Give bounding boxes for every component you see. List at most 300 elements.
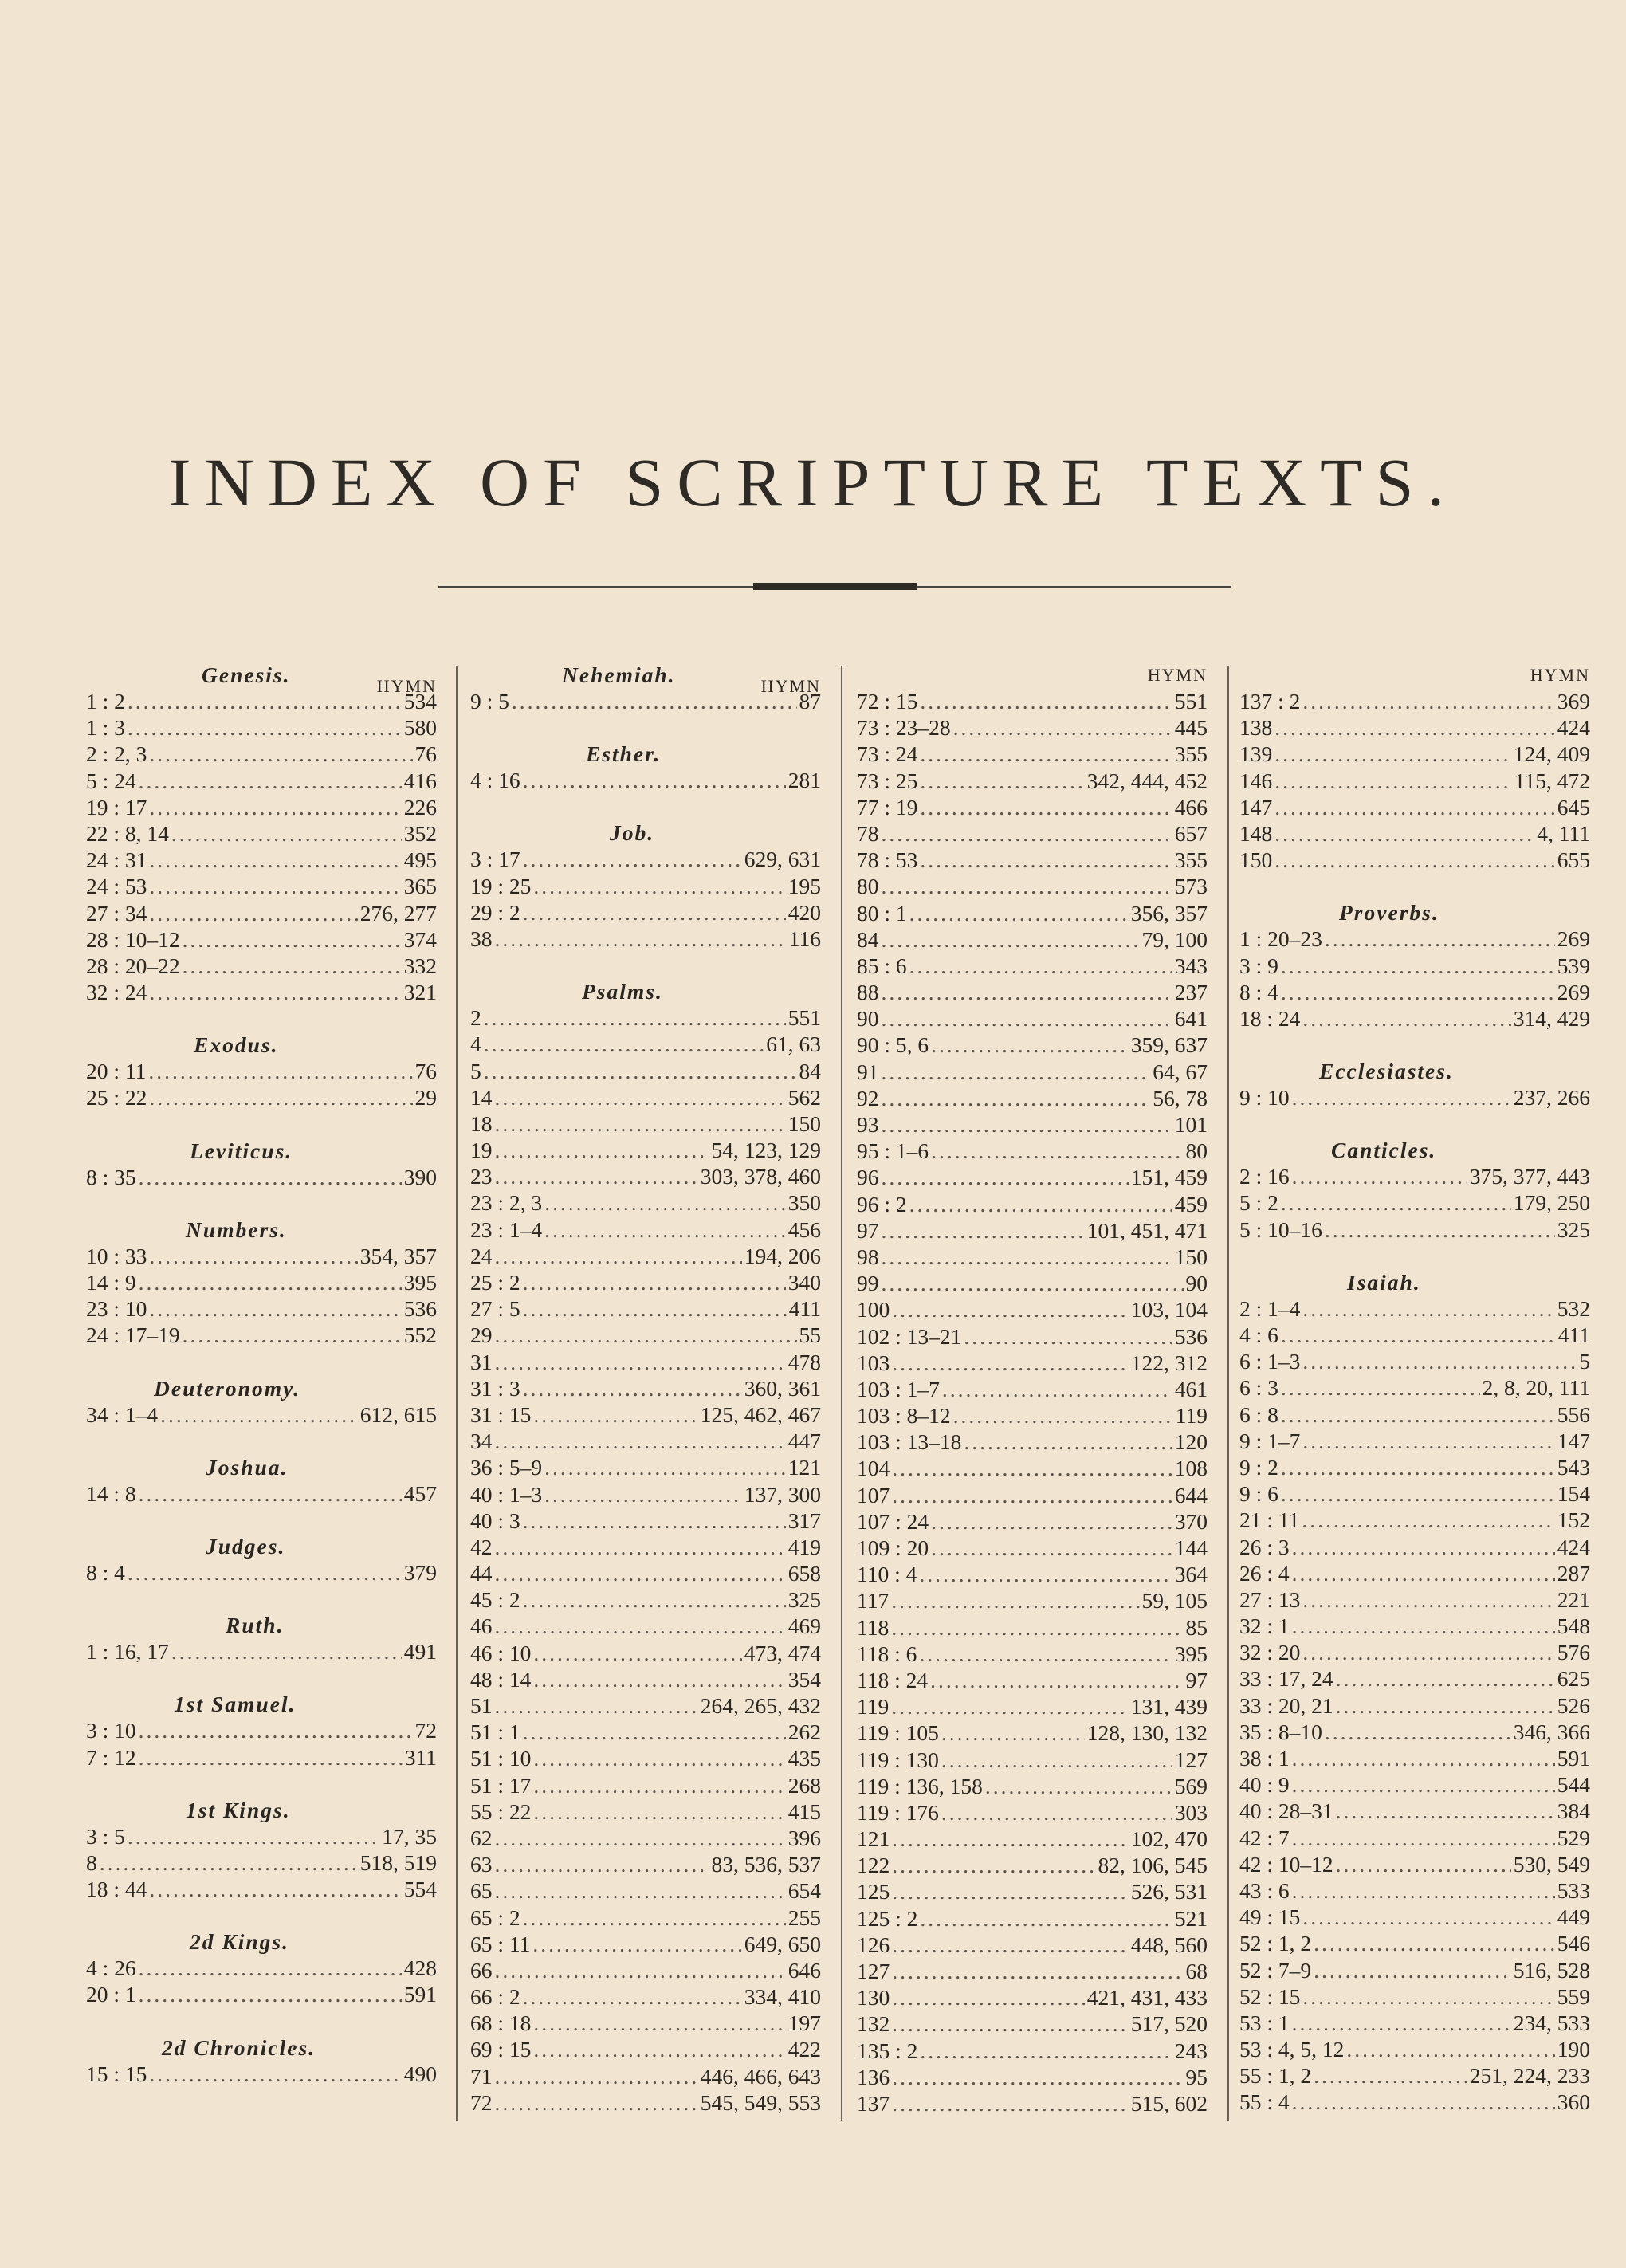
hymn-numbers: 625 <box>1557 1666 1590 1692</box>
scripture-reference: 33 : 17, 24 <box>1239 1666 1333 1692</box>
scripture-reference: 65 <box>470 1878 493 1904</box>
scripture-reference: 8 : 35 <box>86 1164 136 1189</box>
dot-leader <box>882 1059 1151 1085</box>
book-name: Psalms. <box>582 979 663 1004</box>
dot-leader <box>495 1349 786 1375</box>
index-entry <box>1239 1084 1597 1110</box>
scripture-reference: 43 : 6 <box>1239 1877 1290 1903</box>
index-entry <box>470 899 827 926</box>
dot-leader <box>495 1243 742 1269</box>
book-heading <box>86 1217 443 1243</box>
hymn-numbers: 478 <box>787 1349 821 1374</box>
hymn-numbers: 544 <box>1557 1772 1590 1798</box>
page-title: INDEX OF SCRIPTURE TEXTS. <box>168 444 1458 521</box>
index-column-4 <box>1239 662 1597 2116</box>
scripture-reference: 28 : 10–12 <box>86 926 180 952</box>
index-entry <box>857 1085 1214 1111</box>
dot-leader <box>495 1825 786 1851</box>
scripture-reference: 32 : 20 <box>1239 1640 1301 1665</box>
scripture-reference: 9 : 2 <box>1239 1454 1278 1480</box>
book-heading <box>86 1375 443 1401</box>
dot-leader <box>484 1004 786 1031</box>
scripture-reference: 27 : 13 <box>1239 1586 1301 1612</box>
dot-leader <box>892 1852 1095 1878</box>
hymn-numbers: 646 <box>787 1957 821 1983</box>
index-entry <box>470 1825 827 1851</box>
scripture-reference: 118 : 24 <box>857 1667 929 1692</box>
scripture-reference: 104 <box>857 1456 890 1481</box>
hymn-numbers: 101, 451, 471 <box>1086 1217 1208 1243</box>
hymn-numbers: 101 <box>1174 1112 1208 1137</box>
dot-leader <box>1314 2062 1467 2089</box>
index-column-2 <box>470 662 827 2116</box>
dot-leader <box>495 1084 786 1110</box>
hymn-numbers: 79, 100 <box>1141 926 1208 952</box>
hymn-numbers: 449 <box>1557 1904 1590 1930</box>
dot-leader <box>882 1005 1172 1032</box>
dot-leader <box>533 1745 785 1771</box>
scripture-reference: 107 : 24 <box>857 1508 929 1534</box>
index-entry <box>857 1508 1214 1535</box>
book-heading <box>86 1032 443 1058</box>
hymn-numbers: 340 <box>787 1270 821 1295</box>
dot-leader <box>1281 1374 1480 1401</box>
book-heading <box>1239 899 1597 926</box>
dot-leader <box>533 2036 785 2062</box>
book-heading <box>470 662 827 696</box>
hymn-numbers: 384 <box>1557 1798 1590 1824</box>
index-entry <box>1239 979 1597 1005</box>
scripture-reference: 29 <box>470 1323 493 1348</box>
book-name: Genesis. <box>202 662 291 687</box>
index-column-3 <box>857 662 1214 2117</box>
scripture-reference: 9 : 10 <box>1239 1085 1290 1110</box>
index-entry <box>1239 953 1597 979</box>
section-gap <box>1239 1243 1597 1269</box>
dot-leader <box>953 714 1172 741</box>
index-entry <box>1239 1719 1597 1745</box>
dot-leader <box>909 953 1172 979</box>
hymn-numbers: 150 <box>787 1110 821 1136</box>
scripture-reference: 51 <box>470 1693 493 1718</box>
scripture-reference: 119 : 136, 158 <box>857 1773 983 1798</box>
dot-leader <box>1314 1930 1555 1956</box>
hymn-numbers: 532 <box>1557 1295 1590 1321</box>
hymn-numbers: 80 <box>1185 1138 1208 1164</box>
scripture-reference: 27 : 5 <box>470 1296 520 1322</box>
hymn-numbers: 95 <box>1185 2064 1208 2089</box>
dot-leader <box>1302 1428 1554 1454</box>
index-entry <box>857 1350 1214 1376</box>
index-entry <box>857 847 1214 873</box>
dot-leader <box>882 873 1172 899</box>
hymn-numbers: 448, 560 <box>1130 1932 1208 1957</box>
scripture-reference: 2 : 2, 3 <box>86 741 147 767</box>
book-heading <box>86 1533 443 1559</box>
hymn-numbers: 251, 224, 233 <box>1469 2063 1590 2089</box>
hymn-numbers: 395 <box>403 1270 437 1295</box>
scripture-reference: 31 <box>470 1349 493 1374</box>
hymn-numbers: 281 <box>787 768 821 793</box>
dot-leader <box>495 1110 786 1137</box>
hymn-numbers: 559 <box>1557 1983 1590 2009</box>
dot-leader <box>892 2064 1183 2090</box>
scripture-reference: 69 : 15 <box>470 2037 532 2062</box>
index-entry <box>470 1957 827 1983</box>
book-name: Isaiah. <box>1347 1269 1421 1295</box>
hymn-numbers: 317 <box>787 1507 821 1533</box>
hymn-numbers: 554 <box>403 1877 437 1902</box>
scripture-reference: 138 <box>1239 715 1273 741</box>
dot-leader <box>1292 2010 1511 2036</box>
scripture-reference: 63 <box>470 1852 493 1877</box>
dot-leader <box>128 1823 379 1849</box>
section-gap <box>1239 1032 1597 1058</box>
dot-leader <box>1292 1825 1555 1851</box>
index-entry <box>470 1322 827 1348</box>
scripture-reference: 72 : 15 <box>857 689 918 713</box>
hymn-numbers: 379 <box>403 1559 437 1585</box>
hymn-numbers: 546 <box>1557 1931 1590 1956</box>
hymn-numbers: 90 <box>1185 1271 1208 1296</box>
scripture-reference: 21 : 11 <box>1239 1507 1300 1533</box>
hymn-numbers: 115, 472 <box>1514 768 1590 793</box>
hymn-numbers: 556 <box>1557 1401 1590 1427</box>
scripture-reference: 31 : 15 <box>470 1401 532 1427</box>
dot-leader <box>1274 847 1555 873</box>
index-entry <box>470 1163 827 1189</box>
dot-leader <box>523 1269 786 1295</box>
dot-leader <box>495 1692 698 1719</box>
index-entry <box>86 1559 443 1586</box>
dot-leader <box>533 1640 741 1666</box>
dot-leader <box>495 2089 698 2116</box>
scripture-reference: 31 : 3 <box>470 1375 520 1401</box>
index-entry <box>86 1164 443 1190</box>
scripture-reference: 130 <box>857 1985 890 2011</box>
index-entry <box>857 741 1214 767</box>
dot-leader <box>920 768 1084 794</box>
column-divider <box>456 666 458 2121</box>
scripture-reference: 20 : 11 <box>86 1059 147 1084</box>
hymn-numbers: 76 <box>414 1059 437 1084</box>
dot-leader <box>892 1958 1183 1984</box>
dot-leader <box>1302 1983 1554 2010</box>
scripture-reference: 38 <box>470 926 493 951</box>
dot-leader <box>533 873 785 899</box>
scripture-reference: 78 : 53 <box>857 847 918 873</box>
hymn-numbers: 536 <box>1174 1323 1208 1349</box>
dot-leader <box>533 2010 785 2036</box>
hymn-numbers: 195 <box>787 873 821 898</box>
hymn-numbers: 411 <box>788 1296 821 1322</box>
dot-leader <box>495 1163 698 1189</box>
hymn-numbers: 539 <box>1557 953 1590 978</box>
scripture-reference: 73 : 23–28 <box>857 715 951 741</box>
dot-leader <box>1281 1189 1511 1216</box>
index-entry <box>470 1110 827 1137</box>
dot-leader <box>149 1295 401 1322</box>
index-entry <box>1239 1877 1597 1904</box>
hymn-numbers: 124, 409 <box>1513 741 1590 767</box>
hymn-numbers: 221 <box>1557 1586 1590 1612</box>
scripture-reference: 29 : 2 <box>470 899 520 925</box>
dot-leader <box>523 1507 786 1534</box>
hymn-column-header: HYMN <box>1147 665 1208 685</box>
scripture-reference: 65 : 11 <box>470 1931 531 1956</box>
hymn-numbers: 17, 35 <box>382 1823 437 1849</box>
book-name: 1st Samuel. <box>174 1692 297 1717</box>
index-entry <box>857 1111 1214 1138</box>
hymn-column-header: HYMN <box>1530 665 1590 685</box>
index-entry <box>857 1059 1214 1085</box>
scripture-reference: 55 : 4 <box>1239 2089 1290 2115</box>
hymn-numbers: 530, 549 <box>1513 1851 1590 1877</box>
dot-leader <box>128 1559 402 1586</box>
hymn-numbers: 108 <box>1174 1456 1208 1481</box>
hymn-numbers: 116 <box>788 926 821 951</box>
dot-leader <box>1281 1322 1556 1348</box>
book-heading <box>86 1691 443 1717</box>
index-entry <box>1239 1507 1597 1533</box>
dot-leader <box>892 1296 1129 1323</box>
index-entry <box>1239 794 1597 820</box>
scripture-reference: 148 <box>1239 820 1273 846</box>
scripture-reference: 88 <box>857 980 879 1005</box>
index-entry <box>857 1614 1214 1641</box>
dot-leader <box>892 2090 1129 2117</box>
hymn-numbers: 346, 366 <box>1513 1719 1590 1744</box>
dot-leader <box>882 820 1172 847</box>
scripture-reference: 8 : 4 <box>86 1559 125 1585</box>
index-entry <box>470 1507 827 1534</box>
index-entry <box>857 1455 1214 1481</box>
hymn-numbers: 152 <box>1557 1507 1590 1533</box>
scripture-reference: 66 <box>470 1957 493 1983</box>
dot-leader <box>523 1295 787 1322</box>
index-entry <box>857 1217 1214 1244</box>
scripture-reference: 19 : 17 <box>86 794 147 820</box>
section-gap <box>86 1586 443 1612</box>
section-gap <box>470 793 827 820</box>
scripture-reference: 23 <box>470 1164 493 1189</box>
hymn-numbers: 518, 519 <box>359 1849 437 1875</box>
dot-leader <box>891 1693 1129 1720</box>
dot-leader <box>495 1534 786 1560</box>
hymn-numbers: 194, 206 <box>744 1243 821 1268</box>
index-entry <box>470 926 827 952</box>
dot-leader <box>985 1773 1172 1799</box>
hymn-numbers: 359, 637 <box>1130 1032 1208 1058</box>
index-entry <box>470 1401 827 1428</box>
book-heading <box>1239 1058 1597 1084</box>
index-entry <box>857 1799 1214 1826</box>
hymn-numbers: 396 <box>787 1825 821 1850</box>
index-entry <box>857 926 1214 953</box>
index-entry <box>470 873 827 899</box>
index-entry <box>1239 1401 1597 1428</box>
scripture-reference: 119 <box>857 1694 890 1720</box>
hymn-numbers: 119 <box>1175 1403 1208 1429</box>
hymn-numbers: 137, 300 <box>744 1481 821 1507</box>
section-gap <box>1239 1110 1597 1137</box>
hymn-numbers: 552 <box>403 1323 437 1348</box>
index-entry <box>1239 1348 1597 1374</box>
index-entry <box>470 1534 827 1560</box>
index-entry <box>470 2036 827 2062</box>
dot-leader <box>1302 1507 1554 1533</box>
index-entry <box>1239 714 1597 741</box>
hymn-numbers: 226 <box>403 794 437 820</box>
book-name: 2d Chronicles. <box>162 2034 316 2060</box>
section-gap <box>86 1111 443 1138</box>
scripture-reference: 44 <box>470 1561 493 1586</box>
index-entry <box>1239 1374 1597 1401</box>
dot-leader <box>892 1350 1129 1376</box>
hymn-numbers: 128, 130, 132 <box>1086 1720 1208 1746</box>
dot-leader <box>1292 1613 1555 1639</box>
dot-leader <box>882 1164 1129 1190</box>
scripture-reference: 1 : 20–23 <box>1239 926 1322 952</box>
scripture-reference: 146 <box>1239 768 1273 793</box>
scripture-reference: 42 : 10–12 <box>1239 1851 1333 1877</box>
index-entry <box>1239 1295 1597 1322</box>
index-entry <box>86 1295 443 1322</box>
index-entry <box>86 926 443 953</box>
dot-leader <box>149 900 357 926</box>
hymn-numbers: 374 <box>403 926 437 952</box>
scripture-reference: 14 : 8 <box>86 1480 136 1506</box>
hymn-numbers: 303, 378, 460 <box>700 1164 821 1189</box>
index-entry <box>857 2038 1214 2064</box>
hymn-numbers: 461 <box>1174 1376 1208 1401</box>
scripture-reference: 24 : 17–19 <box>86 1323 180 1348</box>
index-entry <box>1239 1692 1597 1719</box>
scripture-reference: 125 : 2 <box>857 1905 918 1931</box>
hymn-numbers: 521 <box>1174 1905 1208 1931</box>
scripture-reference: 1 : 16, 17 <box>86 1639 169 1665</box>
scripture-reference: 71 <box>470 2063 493 2089</box>
hymn-numbers: 61, 63 <box>766 1032 821 1057</box>
dot-leader <box>909 900 1129 926</box>
book-name: 1st Kings. <box>186 1797 291 1822</box>
scripture-reference: 147 <box>1239 794 1273 820</box>
scripture-reference: 48 : 14 <box>470 1666 532 1692</box>
index-entry <box>857 900 1214 926</box>
section-gap <box>470 714 827 741</box>
book-name: Ruth. <box>226 1613 285 1638</box>
hymn-numbers: 121 <box>787 1455 821 1480</box>
index-entry <box>86 1058 443 1084</box>
dot-leader <box>1336 1798 1555 1824</box>
dot-leader <box>882 1085 1151 1111</box>
index-entry <box>857 1587 1214 1614</box>
dot-leader <box>183 953 402 979</box>
index-entry <box>470 1772 827 1798</box>
scripture-reference: 46 <box>470 1614 493 1639</box>
index-entry <box>1239 847 1597 873</box>
section-gap <box>470 952 827 978</box>
scripture-reference: 5 : 10–16 <box>1239 1217 1322 1242</box>
index-entry <box>86 768 443 794</box>
dot-leader <box>100 1849 358 1876</box>
index-entry <box>1239 1586 1597 1613</box>
hymn-numbers: 495 <box>403 847 437 873</box>
dot-leader <box>523 767 786 793</box>
index-entry <box>86 1717 443 1743</box>
book-name: Canticles. <box>1331 1138 1437 1163</box>
hymn-numbers: 234, 533 <box>1513 2010 1590 2035</box>
scripture-reference: 19 <box>470 1138 493 1163</box>
index-entry <box>1239 1798 1597 1824</box>
dot-leader <box>1292 1560 1555 1586</box>
index-entry <box>470 1640 827 1666</box>
dot-leader <box>533 1666 785 1692</box>
index-entry <box>470 1745 827 1771</box>
hymn-numbers: 365 <box>403 874 437 899</box>
scripture-reference: 118 <box>857 1614 890 1640</box>
book-heading <box>470 978 827 1004</box>
dot-leader <box>495 926 787 952</box>
scripture-reference: 28 : 20–22 <box>86 953 180 978</box>
dot-leader <box>892 2011 1129 2037</box>
hymn-numbers: 390 <box>403 1164 437 1189</box>
hymn-numbers: 424 <box>1557 1534 1590 1559</box>
hymn-numbers: 342, 444, 452 <box>1086 768 1208 793</box>
dot-leader <box>149 2061 401 2087</box>
hymn-numbers: 355 <box>1174 847 1208 873</box>
index-entry <box>86 1480 443 1507</box>
section-gap <box>86 2008 443 2034</box>
dot-leader <box>892 1826 1129 1852</box>
scripture-reference: 5 <box>470 1058 481 1083</box>
scripture-reference: 92 <box>857 1085 879 1110</box>
scripture-reference: 34 <box>470 1429 493 1454</box>
index-entry <box>1239 1428 1597 1454</box>
index-entry <box>86 900 443 926</box>
index-entry <box>470 1375 827 1401</box>
scripture-reference: 5 : 2 <box>1239 1190 1278 1216</box>
scripture-reference: 24 <box>470 1243 493 1268</box>
hymn-numbers: 369 <box>1557 689 1590 713</box>
index-entry <box>857 794 1214 820</box>
book-name: Proverbs. <box>1339 900 1439 926</box>
hymn-numbers: 82, 106, 545 <box>1098 1853 1208 1878</box>
index-entry <box>470 1692 827 1719</box>
scripture-reference: 109 : 20 <box>857 1535 929 1560</box>
scripture-reference: 102 : 13–21 <box>857 1323 962 1349</box>
index-entry <box>470 1084 827 1110</box>
dot-leader <box>495 1322 797 1348</box>
hymn-numbers: 548 <box>1557 1614 1590 1639</box>
index-entry <box>470 1295 827 1322</box>
hymn-numbers: 190 <box>1557 2037 1590 2062</box>
section-gap <box>86 1507 443 1533</box>
index-entry <box>1239 768 1597 794</box>
hymn-numbers: 55 <box>799 1323 821 1348</box>
dot-leader <box>523 1983 742 2010</box>
dot-leader <box>931 1138 1183 1164</box>
dot-leader <box>1274 820 1534 847</box>
dot-leader <box>882 1244 1172 1270</box>
scripture-reference: 46 : 10 <box>470 1640 532 1665</box>
hymn-numbers: 54, 123, 129 <box>711 1138 821 1163</box>
index-entry <box>857 1376 1214 1402</box>
hymn-numbers: 325 <box>1557 1217 1590 1242</box>
column-divider <box>1227 666 1229 2121</box>
dot-leader <box>533 1772 785 1798</box>
scripture-reference: 1 : 2 <box>86 689 125 713</box>
